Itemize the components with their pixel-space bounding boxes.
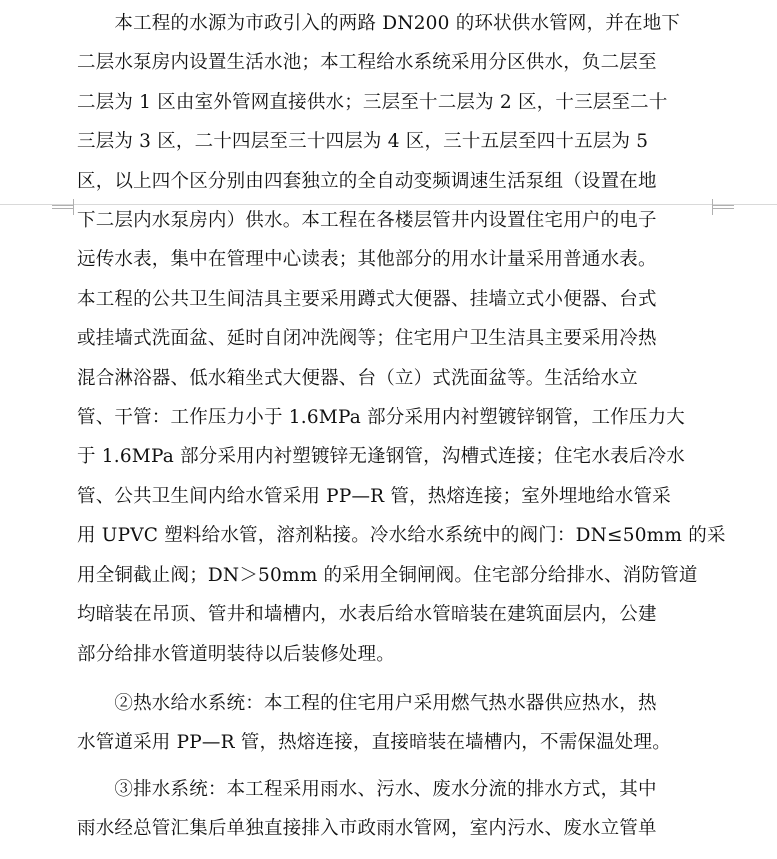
text-line: 用全铜截止阀；DN＞50mm 的采用全铜闸阀。住宅部分给排水、消防管道 (77, 564, 698, 586)
text-line: 三层为 3 区，二十四层至三十四层为 4 区，三十五层至四十五层为 5 (77, 131, 649, 153)
text-line: 本工程的公共卫生间洁具主要采用蹲式大便器、挂墙立式小便器、台式 (77, 288, 657, 310)
text-line: 于 1.6MPa 部分采用内衬塑镀锌无逢钢管，沟槽式连接；住宅水表后冷水 (77, 446, 685, 468)
text-line: 用 UPVC 塑料给水管，溶剂粘接。冷水给水系统中的阀门：DN≤50mm 的采 (77, 525, 726, 547)
paragraph-drainage (77, 770, 717, 849)
text-line: 下二层内水泵房内）供水。本工程在各楼层管井内设置住宅用户的电子 (77, 210, 657, 232)
text-line: 混合淋浴器、低水箱坐式大便器、台（立）式洗面盆等。生活给水立 (77, 367, 639, 389)
paragraph-hot-water (77, 684, 717, 763)
paragraph-water-supply (77, 4, 726, 674)
text-line: 区，以上四个区分别由四套独立的全自动变频调速生活泵组（设置在地 (77, 170, 657, 192)
text-line: 二层为 1 区由室外管网直接供水；三层至十二层为 2 区，十三层至二十 (77, 91, 668, 113)
text-line: 管、干管：工作压力小于 1.6MPa 部分采用内衬塑镀锌钢管，工作压力大 (77, 407, 685, 429)
text-line: 部分给排水管道明装待以后装修处理。 (77, 643, 395, 665)
page-corner-mark-bottom-left (52, 205, 74, 215)
text-line: 水管道采用 PP—R 管，热熔连接，直接暗装在墙槽内，不需保温处理。 (77, 732, 671, 754)
text-line: 二层水泵房内设置生活水池；本工程给水系统采用分区供水，负二层至 (77, 52, 657, 74)
text-line: 本工程的水源为市政引入的两路 DN200 的环状供水管网，并在地下 (77, 13, 681, 34)
text-line: 远传水表，集中在管理中心读表；其他部分的用水计量采用普通水表。 (77, 249, 657, 271)
text-line: 均暗装在吊顶、管井和墙槽内，水表后给水管暗装在建筑面层内，公建 (77, 604, 657, 626)
text-line: 雨水经总管汇集后单独直接排入市政雨水管网，室内污水、废水立管单 (77, 818, 657, 840)
text-line: ③排水系统：本工程采用雨水、污水、废水分流的排水方式，其中 (77, 779, 657, 800)
text-line: ②热水给水系统：本工程的住宅用户采用燃气热水器供应热水，热 (77, 693, 657, 714)
text-line: 管、公共卫生间内给水管采用 PP—R 管，热熔连接；室外埋地给水管采 (77, 485, 671, 507)
text-line: 或挂墙式洗面盆、延时自闭冲洗阀等；住宅用户卫生洁具主要采用冷热 (77, 328, 657, 350)
